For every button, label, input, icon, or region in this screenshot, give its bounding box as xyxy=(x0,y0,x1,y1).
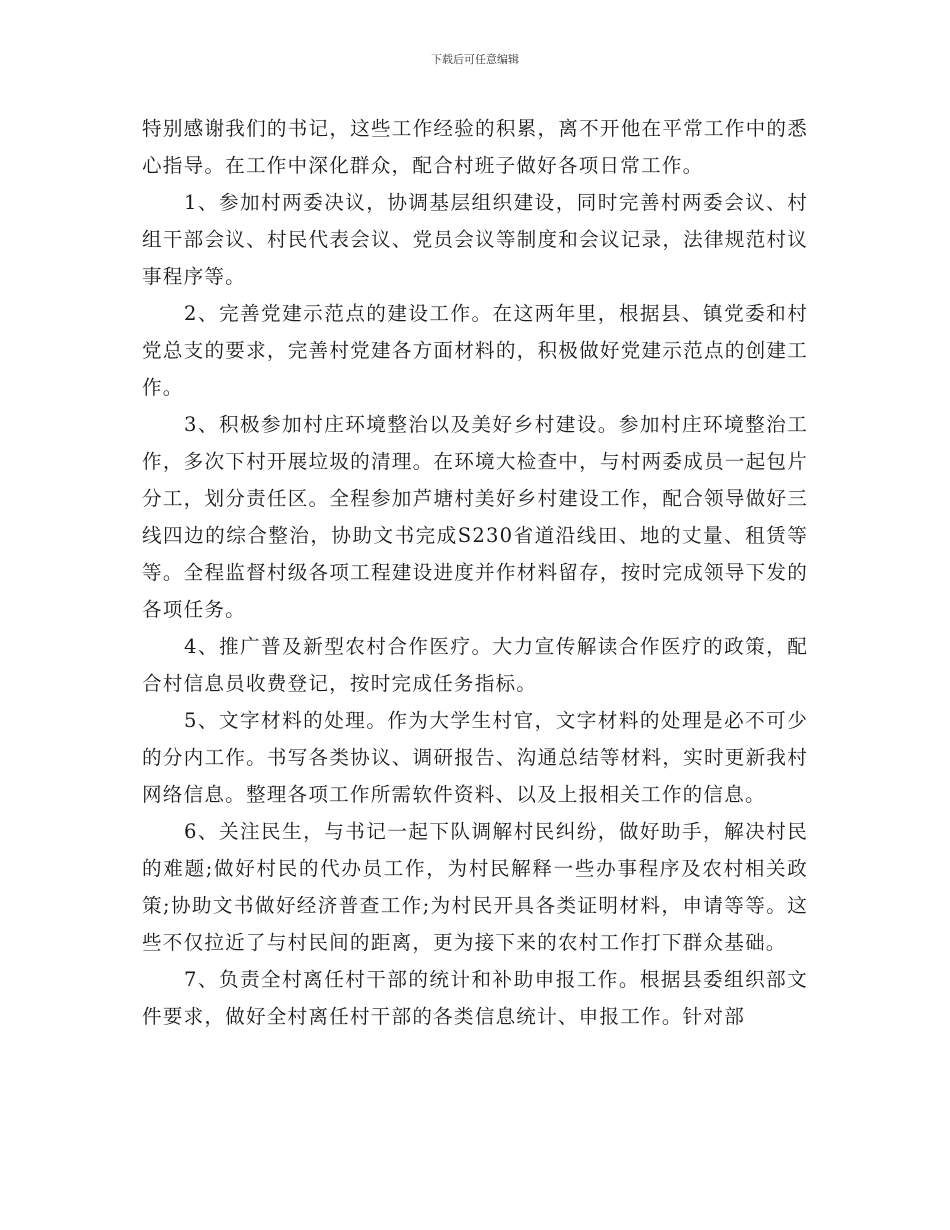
paragraph-3: 2、完善党建示范点的建设工作。在这两年里，根据县、镇党委和村党总支的要求，完善村党建各方面材料的，积极做好党建示范点的创建工作。 xyxy=(142,302,808,399)
paragraph-4: 3、积极参加村庄环境整治以及美好乡村建设。参加村庄环境整治工作，多次下村开展垃圾的清理。在环境大检查中，与村两委成员一起包片分工，划分责任区。全程参加芦塘村美好乡村建设工作，配合领导做好三线四边的综合整治，协助文书完成S230省道沿线田、地的丈量、租赁等等。全程监督村级各项工程建设进度并作材料留存，按时完成领导下发的各项任务。 xyxy=(142,413,808,621)
paragraph-8: 7、负责全村离任村干部的统计和补助申报工作。根据县委组织部文件要求，做好全村离任村干部的各类信息统计、申报工作。针对部 xyxy=(142,968,808,1028)
paragraph-5: 4、推广普及新型农村合作医疗。大力宣传解读合作医疗的政策，配合村信息员收费登记，按时完成任务指标。 xyxy=(142,635,808,695)
paragraph-2: 1、参加村两委决议，协调基层组织建设，同时完善村两委会议、村组干部会议、村民代表会议、党员会议等制度和会议记录，法律规范村议事程序等。 xyxy=(142,191,808,288)
paragraph-7: 6、关注民生，与书记一起下队调解村民纠纷，做好助手，解决村民的难题;做好村民的代办员工作，为村民解释一些办事程序及农村相关政策;协助文书做好经济普查工作;为村民开具各类证明材料，申请等等。这些不仅拉近了与村民间的距离，更为接下来的农村工作打下群众基础。 xyxy=(142,820,808,954)
document-body xyxy=(142,110,808,1035)
paragraph-1: 特别感谢我们的书记，这些工作经验的积累，离不开他在平常工作中的悉心指导。在工作中深化群众，配合村班子做好各项日常工作。 xyxy=(142,117,808,177)
page-header: 下载后可任意编辑 xyxy=(431,53,519,66)
paragraph-6: 5、文字材料的处理。作为大学生村官，文字材料的处理是必不可少的分内工作。书写各类协议、调研报告、沟通总结等材料，实时更新我村网络信息。整理各项工作所需软件资料、以及上报相关工作的信息。 xyxy=(142,709,808,806)
